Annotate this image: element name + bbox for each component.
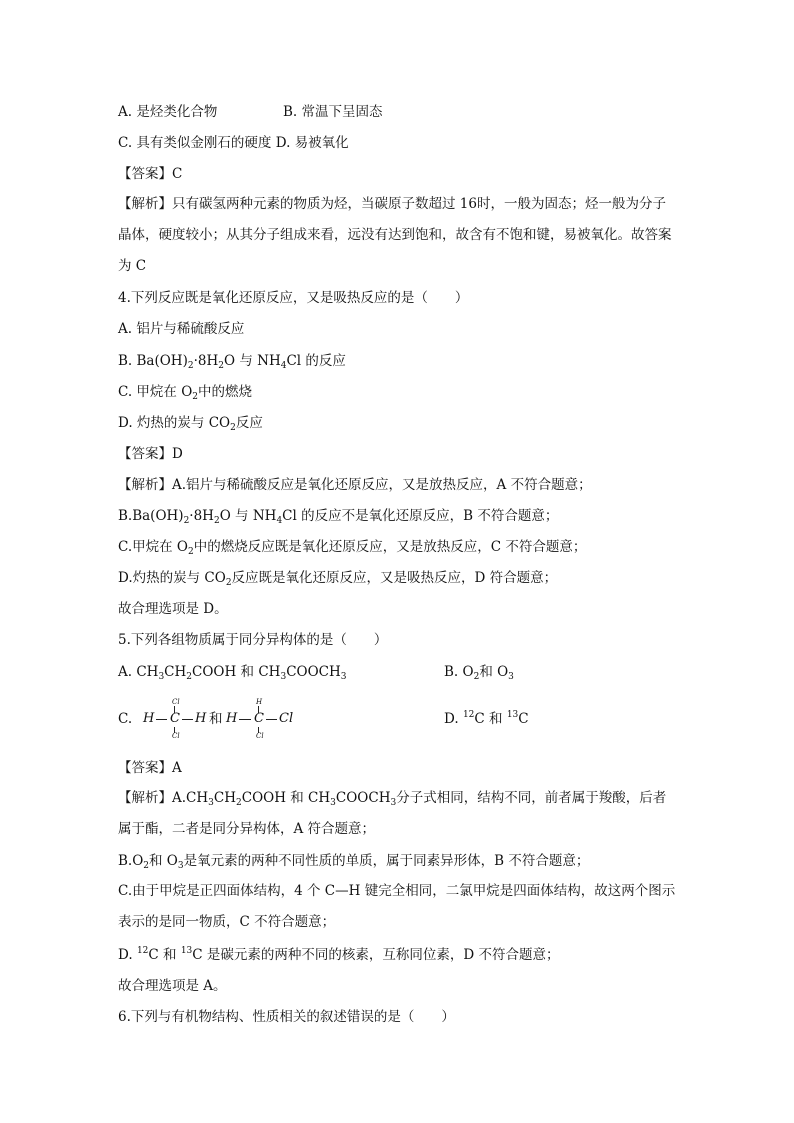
q5-option-c-he: 和 — [209, 711, 223, 727]
q4-analysis-c: C.甲烷在 $O_2$中的燃烧反应既是氧化还原反应，又是放热反应，C 不符合题意； — [118, 539, 587, 557]
q5-analysis-c: C.由于甲烷是正四面体结构，4 个 C—H 键完全相同，二氯甲烷是四面体结构，故这两个图示表示的是同一物质，C 不符合题意； — [118, 883, 676, 930]
atom-cl-right: Cl — [279, 711, 294, 726]
atom-h-left: H — [226, 711, 238, 726]
q5-stem: 5.下列各组物质属于同分异构体的是（ ） — [118, 632, 388, 648]
bond-right — [266, 719, 277, 720]
q4-stem: 4.下列反应既是氧化还原反应，又是吸热反应的是（ ） — [118, 290, 469, 306]
q3-option-a: A. 是烃类化合物 — [118, 104, 218, 120]
q5-conclusion: 故合理选项是 A。 — [118, 978, 227, 994]
atom-h-left: H — [143, 711, 155, 726]
q5-option-c-label: C. — [118, 711, 133, 727]
q4-option-d: D. 灼热的炭与 $CO_2$反应 — [118, 415, 263, 433]
atom-c: C — [170, 711, 180, 726]
q5-analysis-a: 【解析】$A.CH_3CH_2COOH$ 和 $CH_3COOCH_3$分子式相同，结构不同，前者属于羧酸，后者属于酯，二者是同分异构体，A 符合题意； — [118, 790, 667, 837]
atom-cl-bottom: Cl — [172, 732, 180, 740]
q4-option-c: C. 甲烷在 $O_2$中的燃烧 — [118, 384, 253, 402]
q4-option-a: A. 铝片与稀硫酸反应 — [118, 321, 245, 337]
atom-cl-top: Cl — [172, 698, 180, 706]
q4-analysis-a: 【解析】A.铝片与稀硫酸反应是氧化还原反应，又是放热反应，A 不符合题意； — [118, 477, 592, 493]
q4-option-b: B. $Ba(OH)_2\cdot 8H_2O$ 与 $NH_4Cl$ 的反应 — [118, 353, 346, 371]
q4-conclusion: 故合理选项是 D。 — [118, 601, 228, 617]
q3-option-c-d: C. 具有类似金刚石的硬度 D. 易被氧化 — [118, 135, 349, 151]
atom-c: C — [254, 711, 264, 726]
q5-option-b: B. $O_2$和 $O_3$ — [444, 664, 514, 682]
bond-right — [182, 719, 193, 720]
bond-left — [156, 719, 167, 720]
q5-option-a: A. $CH_3CH_2COOH$ 和 $CH_3COOCH_3$ — [118, 664, 347, 682]
q5-analysis-d: D. $^{12}$C 和 $^{13}$C 是碳元素的两种不同的核素，互称同位素，D 不符合题意； — [118, 946, 560, 963]
dichloromethane-structure-2 — [226, 697, 306, 741]
q4-analysis-d: D.灼热的炭与 $CO_2$反应既是氧化还原反应，又是吸热反应，D 符合题意； — [118, 570, 558, 588]
q4-answer: 【答案】D — [118, 446, 183, 462]
q5-option-d: D. $^{12}$C 和 $^{13}$C — [444, 710, 529, 727]
q3-analysis: 【解析】只有碳氢两种元素的物质为烃，当碳原子数超过 16时，一般为固态；烃一般为分子晶体，硬度较小；从其分子组成来看，远没有达到饱和，故含有不饱和键，易被氧化。故答案为 C — [118, 196, 672, 274]
q4-analysis-b: $B.Ba(OH)_2\cdot 8H_2O$ 与 $NH_4Cl$ 的反应不是氧化还原反应，B 不符合题意； — [118, 508, 559, 526]
q3-option-b: B. 常温下呈固态 — [283, 104, 383, 120]
atom-h-right: H — [195, 711, 207, 726]
bond-left — [239, 719, 251, 720]
atom-h-top: H — [256, 698, 263, 706]
q5-analysis-b: $B.O_2$和 $O_3$是氧元素的两种不同性质的单质，属于同素异形体，B 不符合题意； — [118, 853, 590, 871]
q5-answer: 【答案】A — [118, 760, 182, 776]
atom-cl-bottom: Cl — [256, 732, 264, 740]
q6-stem: 6.下列与有机物结构、性质相关的叙述错误的是（ ） — [118, 1009, 455, 1025]
dichloromethane-structure-1 — [143, 697, 213, 741]
q3-answer: 【答案】C — [118, 166, 183, 182]
